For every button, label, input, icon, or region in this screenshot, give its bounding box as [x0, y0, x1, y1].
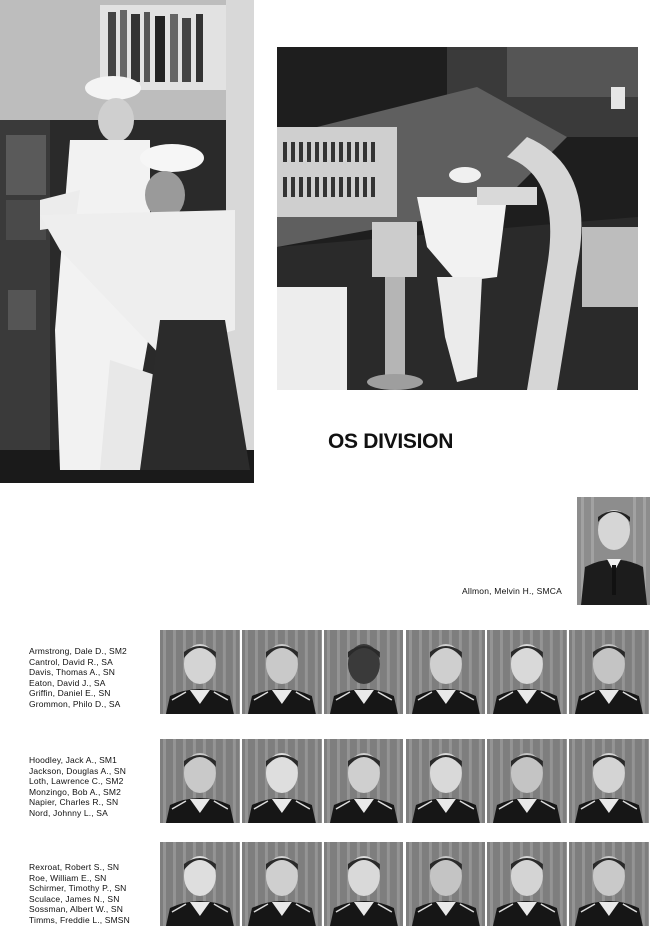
portrait-row-3	[160, 842, 651, 926]
sailor-portrait	[160, 842, 240, 926]
sailor-name: Monzingo, Bob A., SM2	[29, 786, 121, 797]
sailor-portrait	[487, 739, 567, 823]
sailor-name: Sculace, James N., SN	[29, 893, 120, 904]
sailor-name: Schirmer, Timothy P., SN	[29, 883, 127, 893]
sailor-name: Hoodley, Jack A., SM1	[29, 755, 118, 765]
sailor-name: Jackson, Douglas A., SN	[29, 765, 126, 776]
sailor-portrait	[160, 630, 240, 714]
names-list-row-2	[29, 755, 159, 818]
sailor-name: Griffin, Daniel E., SN	[29, 688, 111, 698]
sailor-portrait	[160, 739, 240, 823]
portrait-row-1	[160, 630, 651, 714]
sailor-portrait	[406, 842, 486, 926]
portrait-row-2	[160, 739, 651, 823]
sailor-portrait	[487, 630, 567, 714]
sailor-portrait	[324, 739, 404, 823]
sailor-name: Eaton, David J., SA	[29, 677, 106, 688]
sailor-name: Roe, William E., SN	[29, 872, 107, 883]
sailor-portrait	[569, 842, 649, 926]
officer-caption: Allmon, Melvin H., SMCA	[461, 586, 562, 596]
sailor-name: Armstrong, Dale D., SM2	[29, 646, 127, 656]
division-title: OS DIVISION	[328, 430, 454, 453]
sailor-portrait	[569, 739, 649, 823]
sailor-portrait	[487, 842, 567, 926]
sailor-portrait	[406, 739, 486, 823]
sailor-name: Davis, Thomas A., SN	[29, 667, 115, 677]
officer-portrait	[577, 497, 650, 605]
sailor-name: Timms, Freddie L., SMSN	[29, 914, 130, 925]
sailor-name: Loth, Lawrence C., SM2	[29, 776, 124, 786]
sailor-name: Sossman, Albert W., SN	[29, 904, 123, 914]
sailor-name: Cantrol, David R., SA	[29, 656, 113, 667]
names-list-row-3	[29, 862, 159, 925]
sailor-name: Grommon, Philo D., SA	[29, 698, 121, 709]
sailor-portrait	[324, 842, 404, 926]
sailor-portrait	[242, 739, 322, 823]
sailor-name: Napier, Charles R., SN	[29, 797, 119, 807]
sailor-name: Nord, Johnny L., SA	[29, 807, 108, 818]
sailor-portrait	[242, 842, 322, 926]
ship-deck-photo	[277, 47, 638, 390]
sailor-portrait	[242, 630, 322, 714]
sailor-portrait	[569, 630, 649, 714]
sailor-name: Rexroat, Robert S., SN	[29, 862, 120, 872]
names-list-row-1	[29, 646, 159, 709]
sailor-portrait	[324, 630, 404, 714]
sailor-portrait	[406, 630, 486, 714]
sailors-at-panel-photo	[0, 0, 254, 483]
